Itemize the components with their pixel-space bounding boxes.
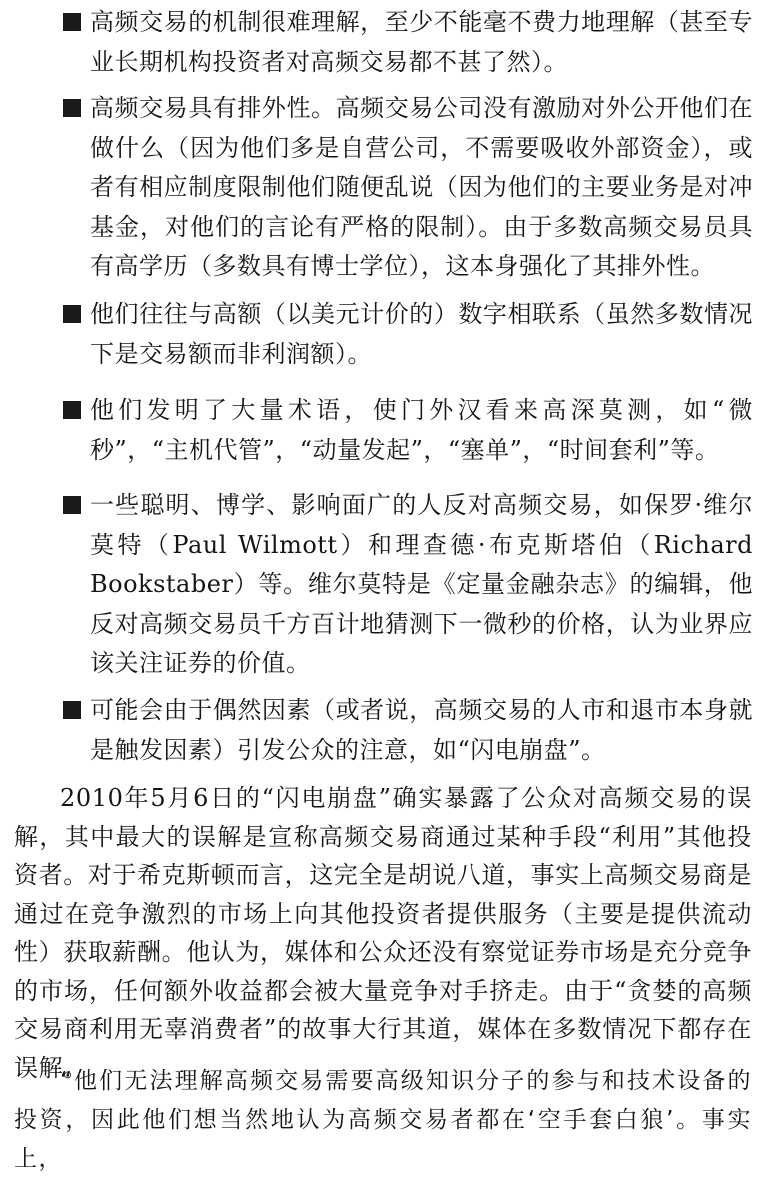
- bullet-text: 他们发明了大量术语，使门外汉看来高深莫测，如“微秒”，“主机代管”，“动量发起”，“塞单”，“时间套利”等。: [90, 396, 753, 464]
- bullet-item: [63, 3, 753, 82]
- square-bullet-icon: [63, 305, 81, 323]
- square-bullet-icon: [63, 401, 81, 419]
- bullet-item: [63, 486, 753, 684]
- quote-paragraph: “他们无法理解高频交易需要高级知识分子的参与和技术设备的投资，因此他们想当然地认为高频交易者都在‘空手套白狼’。事实上，: [14, 1068, 752, 1172]
- bullet-item: [63, 391, 753, 470]
- bullet-item: [63, 691, 753, 770]
- bullet-item: [63, 295, 753, 374]
- bullet-text: 可能会由于偶然因素（或者说，高频交易的人市和退市本身就是触发因素）引发公众的注意，如“闪电崩盘”。: [90, 696, 753, 764]
- square-bullet-icon: [63, 99, 81, 117]
- bullet-text: 一些聪明、博学、影响面广的人反对高频交易，如保罗·维尔莫特（Paul Wilmott）和理查德·布克斯塔伯（Richard Bookstaber）等。维尔莫特是《定量金融杂志》的编辑，他反对高频交易员千方百计地猜测下一微秒的价格，认为业界应该关注证券的价值。: [90, 491, 753, 677]
- bullet-text: 高频交易的机制很难理解，至少不能毫不费力地理解（甚至专业长期机构投资者对高频交易都不甚了然）。: [90, 8, 753, 76]
- bullet-text: 他们往往与高额（以美元计价的）数字相联系（虽然多数情况下是交易额而非利润额）。: [90, 300, 753, 368]
- bullet-item: [63, 89, 753, 287]
- square-bullet-icon: [63, 13, 81, 31]
- square-bullet-icon: [63, 496, 81, 514]
- square-bullet-icon: [63, 701, 81, 719]
- body-paragraph: 2010年5月6日的“闪电崩盘”确实暴露了公众对高频交易的误解，其中最大的误解是宣称高频交易商通过某种手段“利用”其他投资者。对于希克斯顿而言，这完全是胡说八道，事实上高频交易商是通过在竞争激烈的市场上向其他投资者提供服务（主要是提供流动性）获取薪酬。他认为，媒体和公众还没有察觉证券市场是充分竞争的市场，任何额外收益都会被大量竞争对手挤走。由于“贪婪的高频交易商利用无辜消费者”的故事大行其道，媒体在多数情况下都存在误解。: [14, 784, 752, 1082]
- bullet-text: 高频交易具有排外性。高频交易公司没有激励对外公开他们在做什么（因为他们多是自营公司，不需要吸收外部资金），或者有相应制度限制他们随便乱说（因为他们的主要业务是对冲基金，对他们的言论有严格的限制）。由于多数高频交易员具有高学历（多数具有博士学位），这本身强化了其排外性。: [90, 94, 753, 280]
